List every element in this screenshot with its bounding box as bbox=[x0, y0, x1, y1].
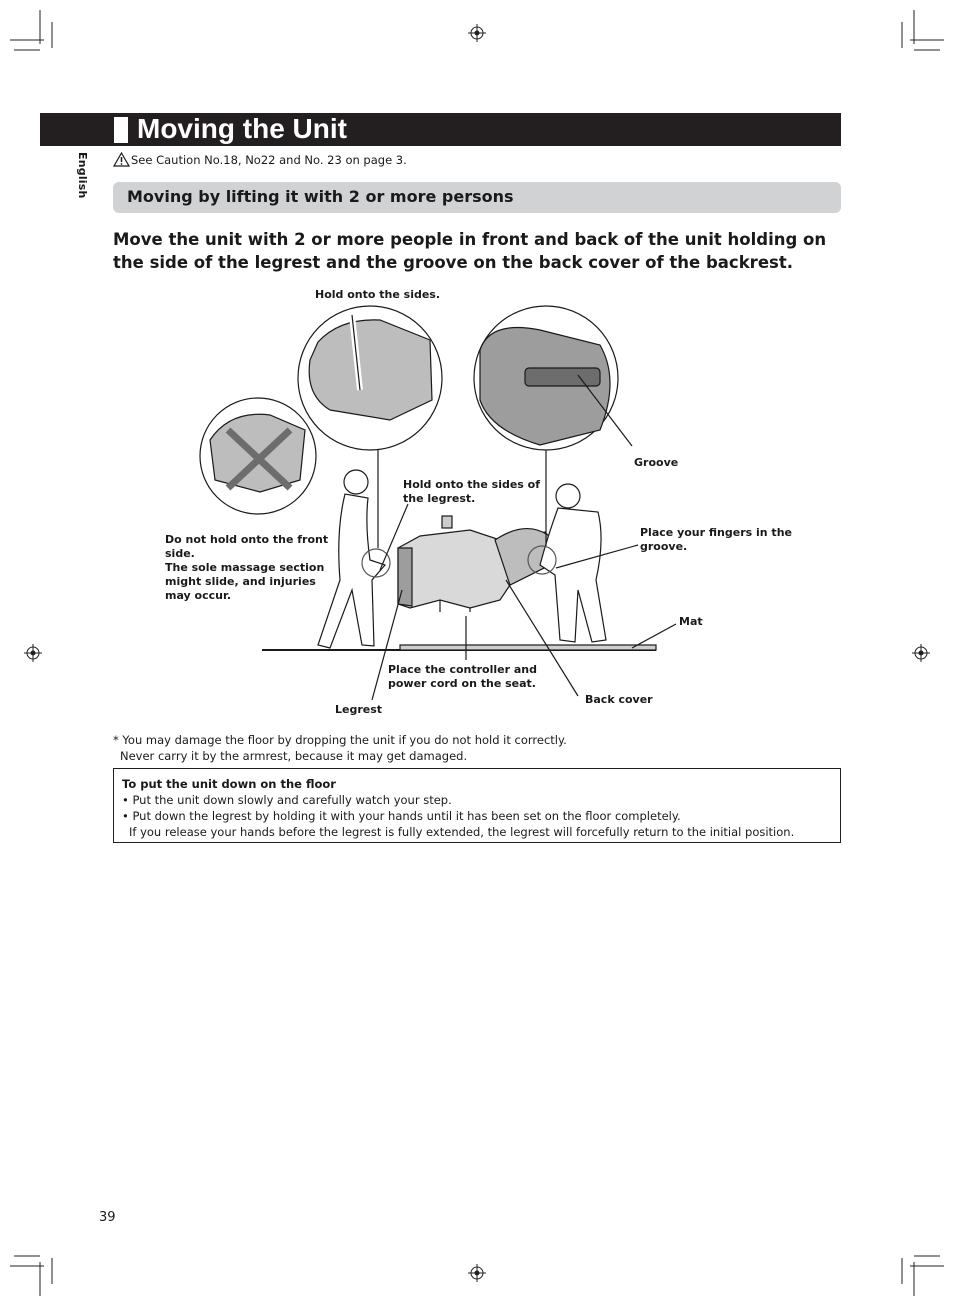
label-legrest: Legrest bbox=[335, 703, 383, 716]
label-groove: Groove bbox=[634, 456, 679, 469]
label-no-front-line: Do not hold onto the front bbox=[165, 533, 329, 546]
instruction-text: Move the unit with 2 or more people in front and back of the unit holding on the side of the legrest and the groove on the back cover of the backrest. bbox=[113, 230, 827, 272]
label-no-front-line: The sole massage section bbox=[165, 561, 325, 574]
label-fingers-line: Place your fingers in the bbox=[640, 526, 792, 539]
label-controller-line: Place the controller and bbox=[388, 663, 537, 676]
page-number: 39 bbox=[99, 1210, 116, 1225]
footnote-line: Never carry it by the armrest, because it may get damaged. bbox=[120, 749, 468, 763]
person-right-body bbox=[540, 508, 606, 642]
person-left-head bbox=[344, 470, 368, 494]
registration-mark-bottom-icon bbox=[468, 1264, 486, 1282]
label-back-cover: Back cover bbox=[585, 693, 653, 706]
note-box-heading: To put the unit down on the floor bbox=[122, 777, 336, 791]
mat-shape bbox=[400, 645, 656, 650]
label-hold-legrest bbox=[403, 478, 540, 506]
label-controller-line: power cord on the seat. bbox=[388, 677, 536, 690]
label-hold-legrest-line: the legrest. bbox=[403, 492, 476, 505]
note-box-bullet: • Put the unit down slowly and carefully watch your step. bbox=[122, 793, 452, 807]
put-down-note-box bbox=[113, 768, 841, 843]
label-hold-legrest-line: Hold onto the sides of bbox=[403, 478, 541, 491]
label-fingers-line: groove. bbox=[640, 540, 688, 553]
footnotes bbox=[113, 732, 567, 764]
note-box-bullet: • Put down the legrest by holding it with your hands until it has been set on the floor completely. bbox=[122, 809, 681, 823]
label-mat: Mat bbox=[679, 615, 703, 628]
label-no-front-line: may occur. bbox=[165, 589, 232, 602]
label-no-front-line: side. bbox=[165, 547, 195, 560]
note-box-bullet-continuation: If you release your hands before the legrest is fully extended, the legrest will forcefully return to the initial position. bbox=[129, 825, 795, 839]
controller-shape bbox=[442, 516, 452, 528]
person-right-head bbox=[556, 484, 580, 508]
page-title: Moving the Unit bbox=[137, 113, 347, 144]
label-hold-sides: Hold onto the sides. bbox=[315, 288, 441, 301]
label-fingers-groove bbox=[640, 526, 792, 554]
label-no-front-line: might slide, and injuries bbox=[165, 575, 316, 588]
language-tab-label: English bbox=[76, 152, 89, 199]
footnote-line: * You may damage the floor by dropping the unit if you do not hold it correctly. bbox=[113, 733, 567, 747]
label-controller bbox=[388, 663, 537, 691]
caution-text: See Caution No.18, No22 and No. 23 on page 3. bbox=[131, 153, 407, 167]
section-title: Moving by lifting it with 2 or more persons bbox=[127, 187, 514, 206]
label-no-front bbox=[165, 533, 328, 603]
